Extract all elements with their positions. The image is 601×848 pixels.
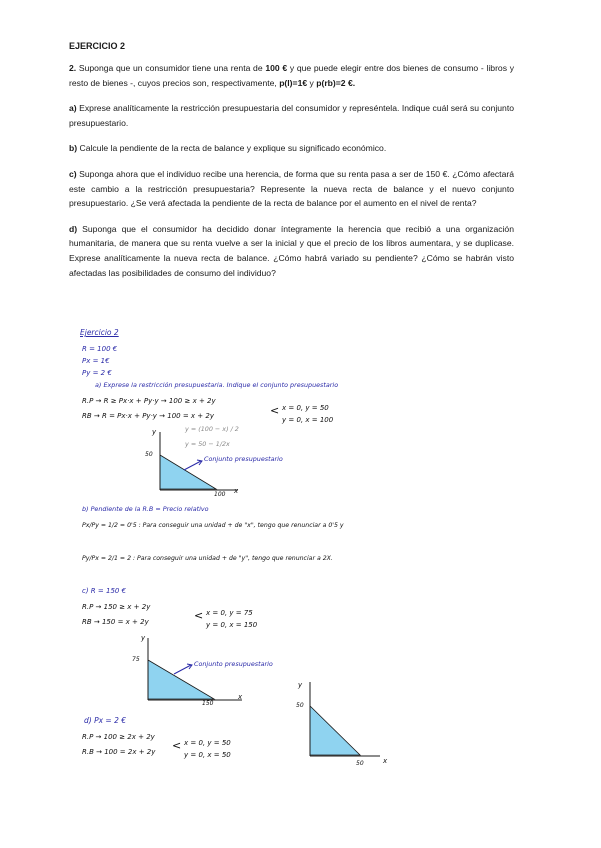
hw-given-income: R = 100 €: [82, 345, 118, 353]
hw-c-set-label: Conjunto presupuestario: [194, 660, 273, 668]
exercise-title: EJERCICIO 2: [69, 41, 126, 51]
hw-d-rp: R.P → 100 ≥ 2x + 2y: [82, 733, 155, 741]
hw-b-title: b) Pendiente de la R.B = Precio relativo: [82, 505, 209, 513]
question-a: a) Exprese analíticamente la restricción presupuestaria del consumidor y represéntela. Indique cuál será su conjunto presupuestario.: [69, 103, 514, 128]
graph2-x-label: x: [238, 693, 243, 701]
question-c: c) Suponga ahora que el individuo recibe una herencia, de forma que su renta pasa a ser de 150 €. ¿Cómo afectará este cambio a la restricción presupuestaria? Represente la nueva recta de balance y el nuevo conjunto presupuestario. ¿Se verá afectada la pendiente de la recta de balance por el aumento en el nivel de renta?: [69, 168, 514, 209]
hw-a-set-label: Conjunto presupuestario: [204, 455, 283, 463]
graph2-y-label: y: [141, 634, 146, 642]
hw-b-line2: Py/Px = 2/1 = 2 : Para conseguir una unidad + de "y", tengo que renunciar a 2X.: [82, 555, 333, 562]
hw-d-sol2: y = 0, x = 50: [184, 751, 231, 759]
arrow-icon: [172, 662, 194, 676]
question-b: b) Calcule la pendiente de la recta de balance y explique su significado económico.: [69, 143, 387, 154]
hw-c-title: c) R = 150 €: [82, 587, 127, 595]
graph1-x-label: x: [234, 487, 239, 495]
graph1-x-tick: 100: [214, 491, 226, 498]
hw-brace-a: <: [270, 404, 280, 417]
intro-paragraph: 2. Suponga que un consumidor tiene una renta de 100 € y que puede elegir entre dos bienes de consumo - libros y resto de bienes -, cuyos precios son, respectivamente, p(l)=1€ y p(rb)=2 €.: [69, 63, 514, 88]
hw-a-sol1: x = 0, y = 50: [282, 404, 329, 412]
hw-c-rp: R.P → 150 ≥ x + 2y: [82, 603, 151, 611]
hw-c-rb: RB → 150 = x + 2y: [82, 618, 149, 626]
hw-a-work1: y = (100 − x) / 2: [185, 425, 239, 433]
graph-budget-px2: [296, 680, 386, 762]
graph2-x-tick: 150: [202, 700, 214, 707]
hw-heading: Ejercicio 2: [80, 328, 119, 337]
hw-a-sol2: y = 0, x = 100: [282, 416, 334, 424]
hw-brace-d: <: [172, 739, 182, 752]
hw-brace-c: <: [194, 609, 204, 622]
hw-given-py: Py = 2 €: [82, 369, 112, 377]
hw-a-rp: R.P → R ≥ Px·x + Py·y → 100 ≥ x + 2y: [82, 397, 216, 405]
graph3-x-label: x: [383, 757, 388, 765]
budget-set-area: [310, 706, 360, 755]
hw-given-px: Px = 1€: [82, 357, 110, 365]
graph2-y-tick: 75: [132, 656, 140, 663]
hw-c-sol2: y = 0, x = 150: [206, 621, 258, 629]
hw-a-title: a) Exprese la restricción presupuestaria. Indique el conjunto presupuestario: [95, 381, 339, 389]
hw-d-sol1: x = 0, y = 50: [184, 739, 231, 747]
hw-b-line1: Px/Py = 1/2 = 0'5 : Para conseguir una unidad + de "x", tengo que renunciar a 0'5 y: [82, 522, 344, 529]
hw-a-work2: y = 50 − 1/2x: [185, 440, 230, 448]
graph1-y-tick: 50: [145, 451, 153, 458]
hw-c-sol1: x = 0, y = 75: [206, 609, 253, 617]
arrow-icon: [182, 458, 204, 472]
exercise-statement: [69, 61, 514, 291]
graph3-x-tick: 50: [356, 760, 364, 767]
hw-d-title: d) Px = 2 €: [84, 716, 127, 725]
graph3-y-label: y: [298, 681, 303, 689]
graph1-y-label: y: [152, 428, 157, 436]
hw-d-rb: R.B → 100 = 2x + 2y: [82, 748, 156, 756]
question-d: d) Suponga que el consumidor ha decidido donar íntegramente la herencia que recibió a una organización humanitaria, de manera que su renta vuelve a ser la inicial y que el precio de los libros aumentara, y se duplicase. Exprese analíticamente la nueva recta de balance. ¿Cómo habrá variado su pendiente? ¿Cómo se habrán visto afectadas las posibilidades de consumo del individuo?: [69, 223, 514, 278]
hw-a-rb: RB → R = Px·x + Py·y → 100 = x + 2y: [82, 412, 214, 420]
graph3-y-tick: 50: [296, 702, 304, 709]
